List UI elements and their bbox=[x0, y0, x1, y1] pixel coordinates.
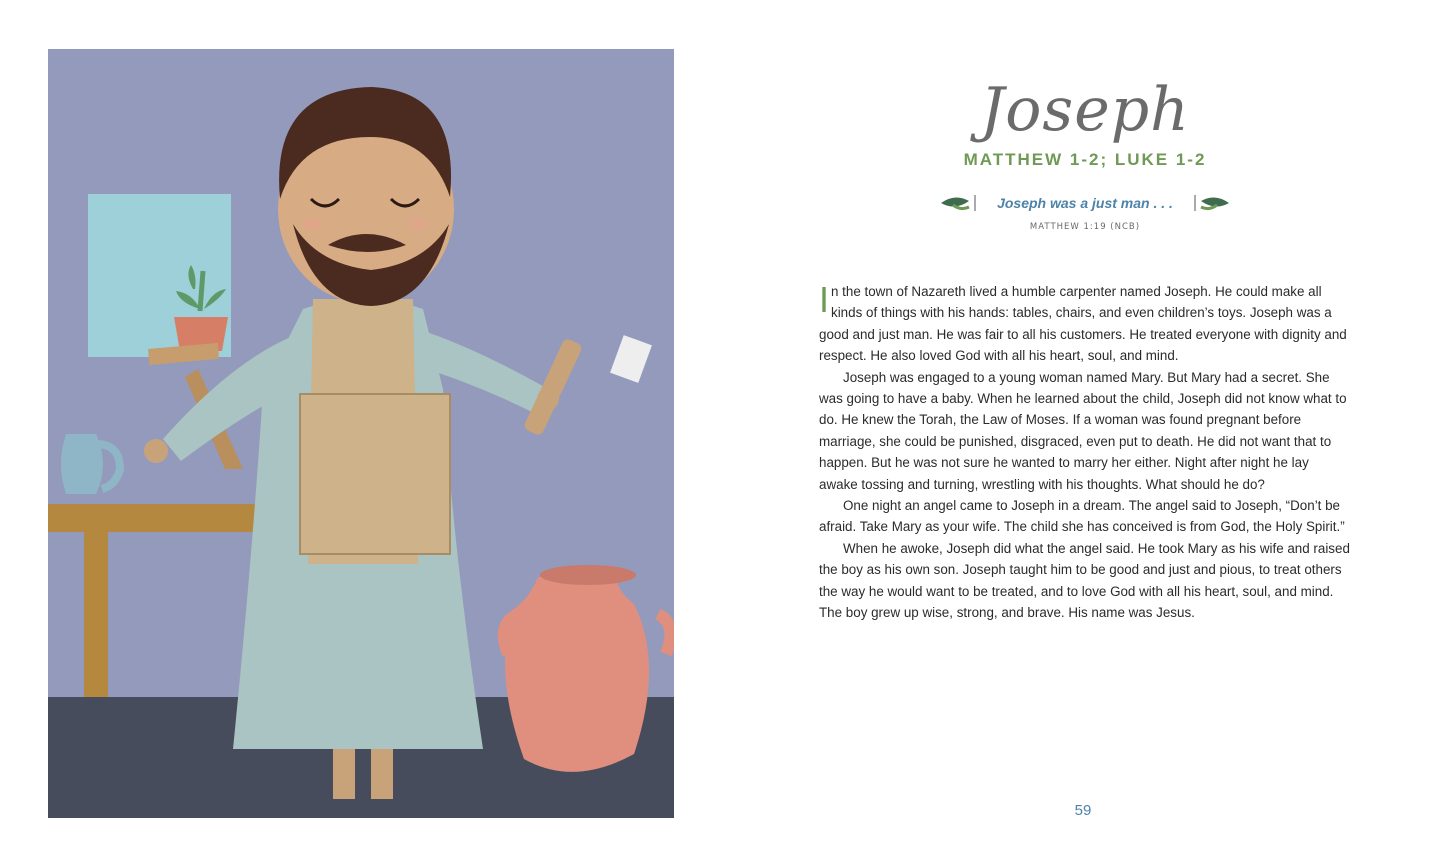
quote-text: Joseph was a just man . . . bbox=[997, 195, 1173, 211]
paragraph-2: Joseph was engaged to a young woman named Mary. But Mary had a secret. She was going to have a baby. When he learned about the child, Joseph did not know what to do. He knew the Torah, the Law of Moses. If a woman was found pregnant before marriage, she could be punished, disgraced, even put to death. He did not want that to happen. But he was not sure he wanted to marry her either. Night after night he lay awake tossing and turning, wrestling with his thoughts. What should he do? bbox=[819, 369, 1347, 492]
quote-citation: MATTHEW 1:19 (NCB) bbox=[1029, 222, 1141, 232]
paragraph-3: One night an angel came to Joseph in a dream. The angel said to Joseph, “Don’t be afraid. Take Mary as your wife. The child she has conceived is from God, the Holy Spirit.” bbox=[819, 498, 1345, 535]
quote-row bbox=[820, 193, 1350, 213]
apron-pocket bbox=[300, 394, 450, 554]
scripture-reference: MATTHEW 1-2; LUKE 1-2 bbox=[963, 150, 1207, 169]
left-leaf-ornament-icon bbox=[939, 193, 979, 213]
drop-cap: I bbox=[819, 279, 830, 320]
page-number: 59 bbox=[1074, 802, 1092, 819]
clay-jar bbox=[505, 574, 649, 772]
paragraph-4: When he awoke, Joseph did what the angel said. He took Mary as his wife and raised the boy as his own son. Joseph taught him to be good and just and pious, to treat others the way he would want to be treated, and to love God with all his heart, soul, and mind. The boy grew up wise, strong, and brave. His name was Jesus. bbox=[819, 540, 1350, 621]
joseph-doll-photo bbox=[48, 49, 674, 818]
right-leaf-ornament-icon bbox=[1191, 193, 1231, 213]
paragraph-1-text: n the town of Nazareth lived a humble carpenter named Joseph. He could make all kinds of things with his hands: tables, chairs, and even children’s toys. Joseph was a good and just man. He was fair to all his customers. He treated everyone with dignity and respect. He also loved God with all his heart, soul, and mind. bbox=[819, 284, 1347, 364]
story-body bbox=[819, 281, 1351, 624]
page-title: Joseph bbox=[980, 75, 1190, 145]
paragraph-1 bbox=[819, 281, 1351, 367]
